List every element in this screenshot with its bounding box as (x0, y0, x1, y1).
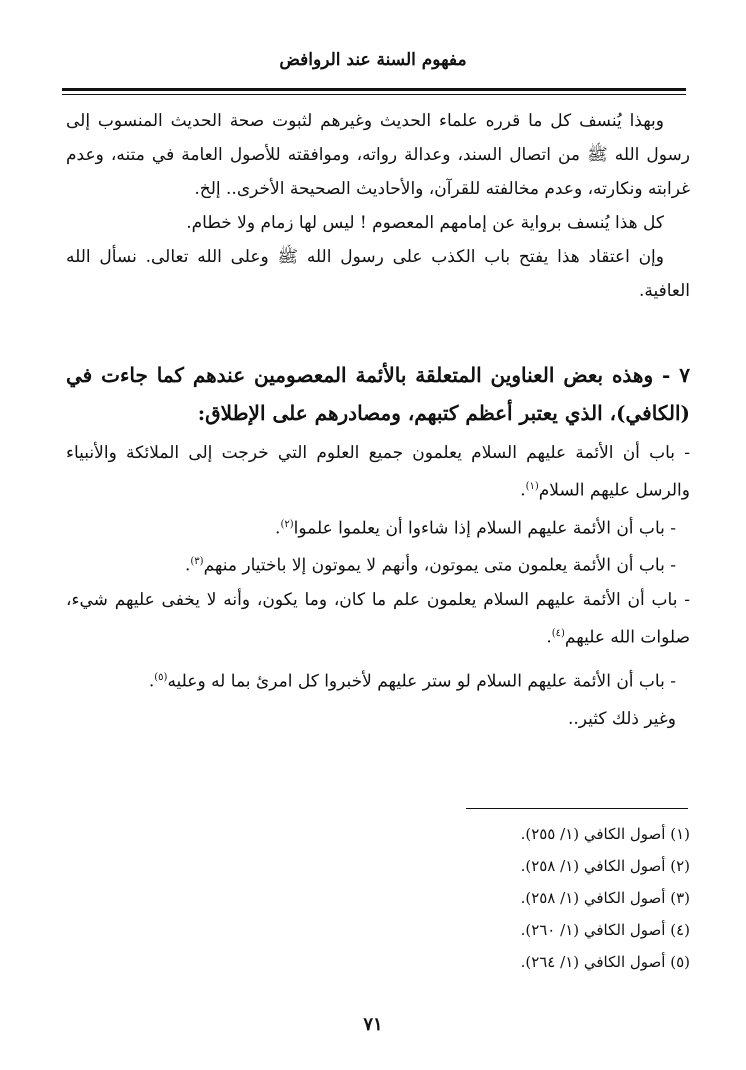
footnote-2: (٢) أصول الكافي (١/ ٢٥٨). (520, 857, 690, 875)
chapter-item-3-end: . (184, 555, 191, 576)
section-7-block (66, 356, 690, 736)
chapter-item-1-end: . (520, 480, 526, 501)
footnote-5: (٥) أصول الكافي (١/ ٢٦٤). (520, 953, 690, 971)
footnote-4: (٤) أصول الكافي (١/ ٢٦٠). (520, 921, 690, 939)
chapter-item-3-text: - باب أن الأئمة يعلمون متى يموتون، وأنهم لا يموتون إلا باختيار منهم (203, 555, 676, 576)
page-number: ٧١ (363, 1014, 383, 1035)
footnote-ref-1: (١) (525, 481, 539, 492)
chapter-item-5-text: - باب أن الأئمة عليهم السلام لو ستر عليهم لأخبروا كل امرئ بما له وعليه (167, 671, 676, 692)
chapter-item-2 (66, 508, 690, 546)
footnote-3: (٣) أصول الكافي (١/ ٢٥٨). (520, 889, 690, 907)
chapter-item-5-end: . (148, 671, 155, 692)
intro-paragraph-1: وبهذا يُنسف كل ما قرره علماء الحديث وغيرهم لثبوت صحة الحديث المنسوب إلى رسول الله ﷺ من اتصال السند، وعدالة رواته، وموافقته للأصول العامة في متنه، وعدم غرابته ونكارته، وعدم مخالفته للقرآن، والأحاديث الصحيحة الأخرى.. إلخ. (66, 111, 690, 199)
intro-paragraph-3: وإن اعتقاد هذا يفتح باب الكذب على رسول الله ﷺ وعلى الله تعالى. نسأل الله العافية. (66, 247, 690, 301)
section-7-heading: ٧ - وهذه بعض العناوين المتعلقة بالأئمة المعصومين عندهم كما جاءت في (الكافي)، الذي يعتبر أعظم كتبهم، ومصادرهم على الإطلاق: (66, 363, 690, 425)
footnote-ref-4: (٤) (551, 627, 565, 639)
header-rule-thick (62, 88, 686, 91)
chapter-item-2-end: . (275, 518, 281, 539)
chapter-item-5 (66, 661, 690, 699)
chapter-item-2-text: - باب أن الأئمة عليهم السلام إذا شاءوا أن يعلموا علموا (293, 518, 676, 539)
footnote-separator (466, 808, 688, 809)
intro-block (66, 104, 690, 308)
running-header-title: مفهوم السنة عند الروافض (279, 50, 467, 70)
chapter-item-4-end: . (546, 627, 552, 648)
closing-line: وغير ذلك كثير.. (567, 709, 676, 730)
header-rule-thin (62, 94, 686, 95)
intro-paragraph-2: كل هذا يُنسف برواية عن إمامهم المعصوم ! ليس لها زمام ولا خطام. (186, 213, 664, 233)
chapter-item-4 (66, 583, 690, 655)
chapter-item-4-text: - باب أن الأئمة عليهم السلام يعلمون علم ما كان، وما يكون، وأنه لا يخفى عليهم شيء، صلوات الله عليهم (66, 589, 690, 648)
footnote-ref-3: (٣) (190, 556, 204, 568)
footnotes-list (66, 818, 690, 978)
chapter-item-3 (66, 545, 690, 583)
footnote-ref-5: (٥) (154, 671, 168, 683)
chapter-item-1-text: - باب أن الأئمة عليهم السلام يعلمون جميع العلوم التي خرجت إلى الملائكة والأنبياء والرسل عليهم السلام (66, 443, 690, 501)
footnote-ref-2: (٢) (280, 518, 294, 530)
chapter-item-1 (66, 436, 690, 508)
footnote-1: (١) أصول الكافي (١/ ٢٥٥). (520, 825, 690, 843)
